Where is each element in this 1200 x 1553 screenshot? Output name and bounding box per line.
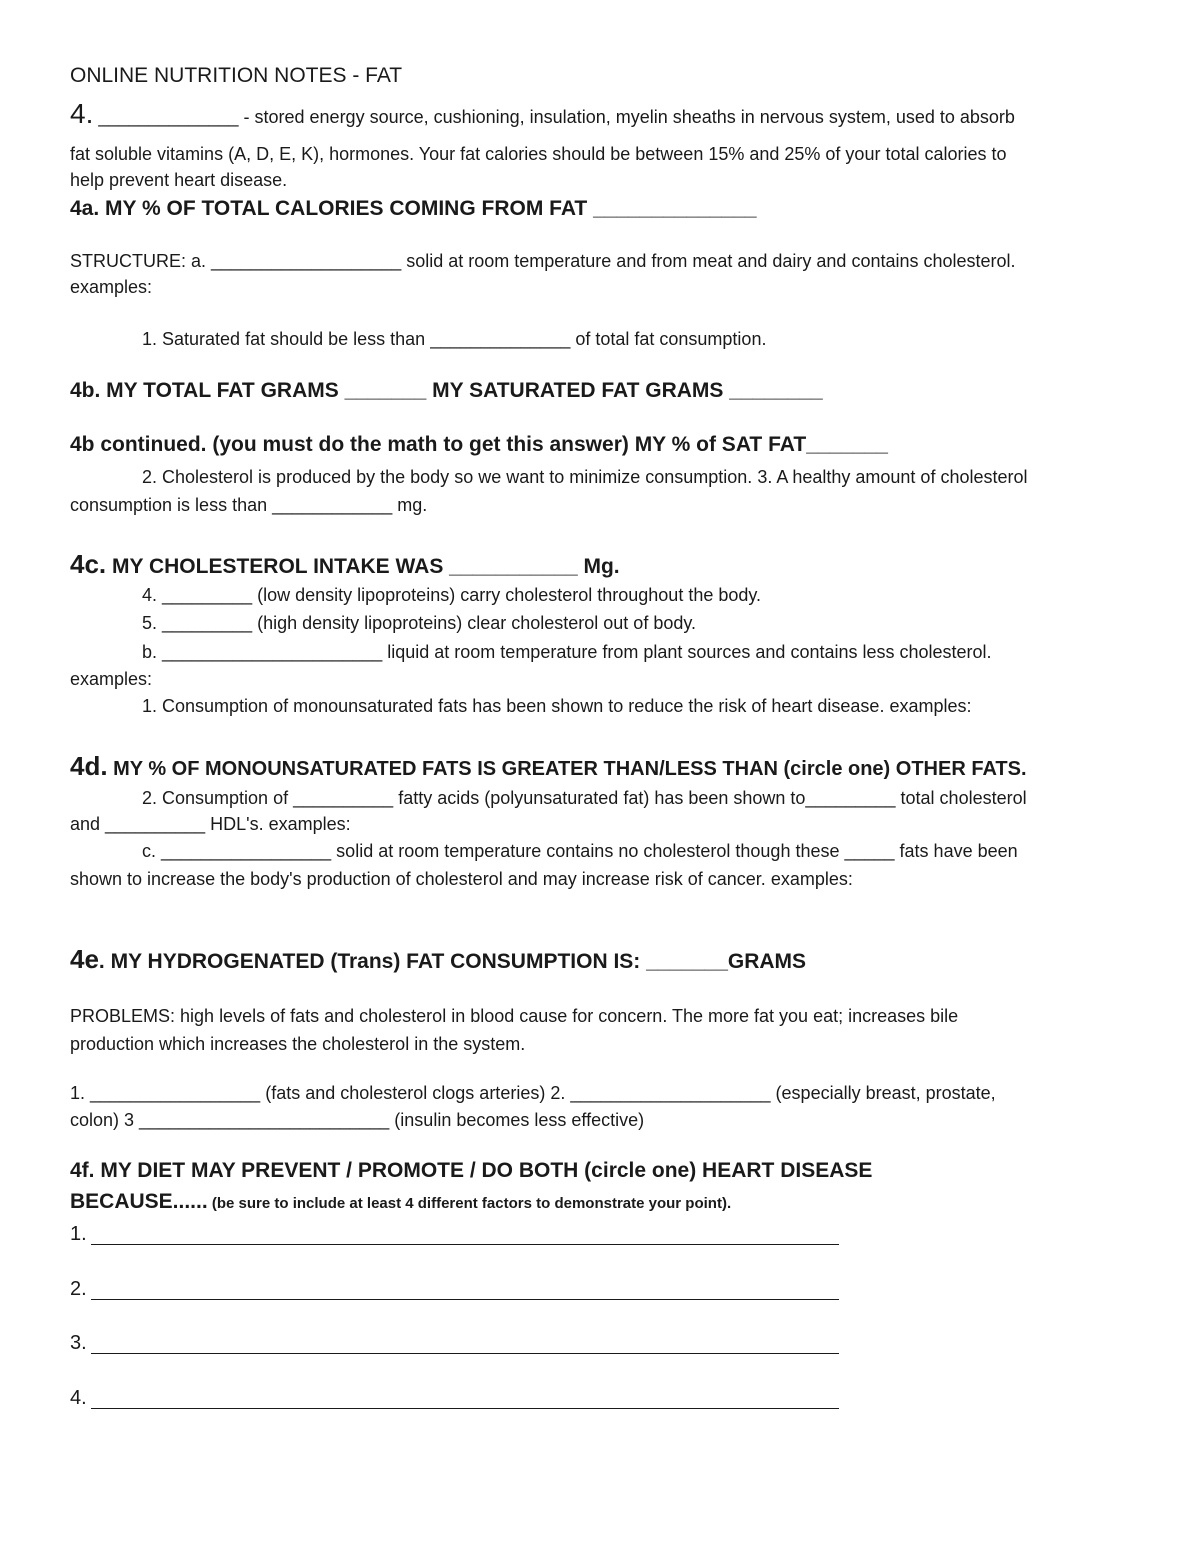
intro-line-3: help prevent heart disease. bbox=[70, 170, 288, 190]
unsaturated-item: b. ______________________ liquid at room temperature from plant sources and contains less cholesterol. bbox=[142, 642, 992, 662]
ldl-item: 4. _________ (low density lipoproteins) carry cholesterol throughout the body. bbox=[142, 585, 762, 605]
question-4a: 4a. MY % OF TOTAL CALORIES COMING FROM FAT ______________ bbox=[70, 197, 757, 220]
answer-line-2[interactable] bbox=[70, 1277, 839, 1300]
question-4f-note: (be sure to include at least 4 different factors to demonstrate your point). bbox=[207, 1195, 732, 1212]
saturated-fat-item: 1. Saturated fat should be less than ______________ of total fat consumption. bbox=[142, 329, 767, 349]
structure-line-1: STRUCTURE: a. ___________________ solid at room temperature and from meat and dairy and contains cholesterol. bbox=[70, 251, 1016, 271]
question-4b: 4b. MY TOTAL FAT GRAMS _______ MY SATURATED FAT GRAMS ________ bbox=[70, 379, 823, 402]
because-label: BECAUSE...... bbox=[70, 1190, 208, 1213]
problems-line-2: production which increases the cholesterol in the system. bbox=[70, 1034, 526, 1054]
monounsaturated-item: 1. Consumption of monounsaturated fats has been shown to reduce the risk of heart disease. examples: bbox=[142, 696, 972, 716]
write-in-rule bbox=[91, 1277, 839, 1300]
answer-line-number: 3. bbox=[70, 1332, 87, 1354]
problems-line-4: colon) 3 _________________________ (insulin becomes less effective) bbox=[70, 1110, 645, 1130]
answer-line-number: 1. bbox=[70, 1223, 87, 1245]
intro-line-2: fat soluble vitamins (A, D, E, K), hormones. Your fat calories should be between 15% and 25% of your total calories to bbox=[70, 144, 1007, 164]
answer-line-number: 2. bbox=[70, 1278, 87, 1300]
answer-line-3[interactable] bbox=[70, 1331, 839, 1354]
question-4f-because bbox=[70, 1189, 731, 1217]
answer-line-1[interactable] bbox=[70, 1222, 839, 1245]
section-number-4: 4. bbox=[70, 98, 94, 129]
question-4e-text: . MY HYDROGENATED (Trans) FAT CONSUMPTION IS: _______GRAMS bbox=[98, 950, 807, 973]
question-4c bbox=[70, 551, 620, 580]
trans-fat-line-2: shown to increase the body's production of cholesterol and may increase risk of cancer. examples: bbox=[70, 869, 853, 889]
unsaturated-examples: examples: bbox=[70, 669, 153, 689]
question-4b-continued: 4b continued. (you must do the math to get this answer) MY % of SAT FAT_______ bbox=[70, 433, 888, 456]
intro-line-1 bbox=[70, 98, 1015, 129]
question-4d-text: MY % OF MONOUNSATURATED FATS IS GREATER THAN/LESS THAN (circle one) OTHER FATS. bbox=[107, 758, 1027, 780]
cholesterol-line-2: consumption is less than ____________ mg. bbox=[70, 495, 428, 515]
trans-fat-line-1: c. _________________ solid at room temperature contains no cholesterol though these _____ fats have been bbox=[142, 841, 1018, 861]
write-in-rule bbox=[91, 1331, 839, 1354]
write-in-rule bbox=[91, 1386, 839, 1409]
polyunsaturated-line-1: 2. Consumption of __________ fatty acids (polyunsaturated fat) has been shown to_________ total cholesterol bbox=[142, 788, 1027, 808]
answer-line-4[interactable] bbox=[70, 1386, 839, 1409]
problems-line-1: PROBLEMS: high levels of fats and cholesterol in blood cause for concern. The more fat you eat; increases bile bbox=[70, 1006, 959, 1026]
section-number-4d: 4d. bbox=[70, 751, 108, 781]
question-4e bbox=[70, 946, 806, 975]
write-in-rule bbox=[91, 1222, 839, 1245]
question-4d bbox=[70, 753, 1027, 782]
question-4c-text: MY CHOLESTEROL INTAKE WAS ___________ Mg. bbox=[106, 555, 620, 578]
polyunsaturated-line-2: and __________ HDL's. examples: bbox=[70, 814, 351, 834]
answer-line-number: 4. bbox=[70, 1387, 87, 1409]
page-title: ONLINE NUTRITION NOTES - FAT bbox=[70, 64, 403, 87]
question-4f: 4f. MY DIET MAY PREVENT / PROMOTE / DO BOTH (circle one) HEART DISEASE bbox=[70, 1159, 873, 1182]
structure-examples: examples: bbox=[70, 277, 153, 297]
cholesterol-line-1: 2. Cholesterol is produced by the body so we want to minimize consumption. 3. A healthy amount of cholesterol bbox=[142, 467, 1028, 487]
section-number-4e: 4e bbox=[70, 944, 99, 974]
section-number-4c: 4c. bbox=[70, 549, 107, 579]
intro-text-1: ______________ - stored energy source, cushioning, insulation, myelin sheaths in nervous system, used to absorb bbox=[93, 107, 1015, 127]
hdl-item: 5. _________ (high density lipoproteins) clear cholesterol out of body. bbox=[142, 613, 697, 633]
problems-line-3: 1. _________________ (fats and cholesterol clogs arteries) 2. ____________________ (especially breast, prostate, bbox=[70, 1083, 996, 1103]
